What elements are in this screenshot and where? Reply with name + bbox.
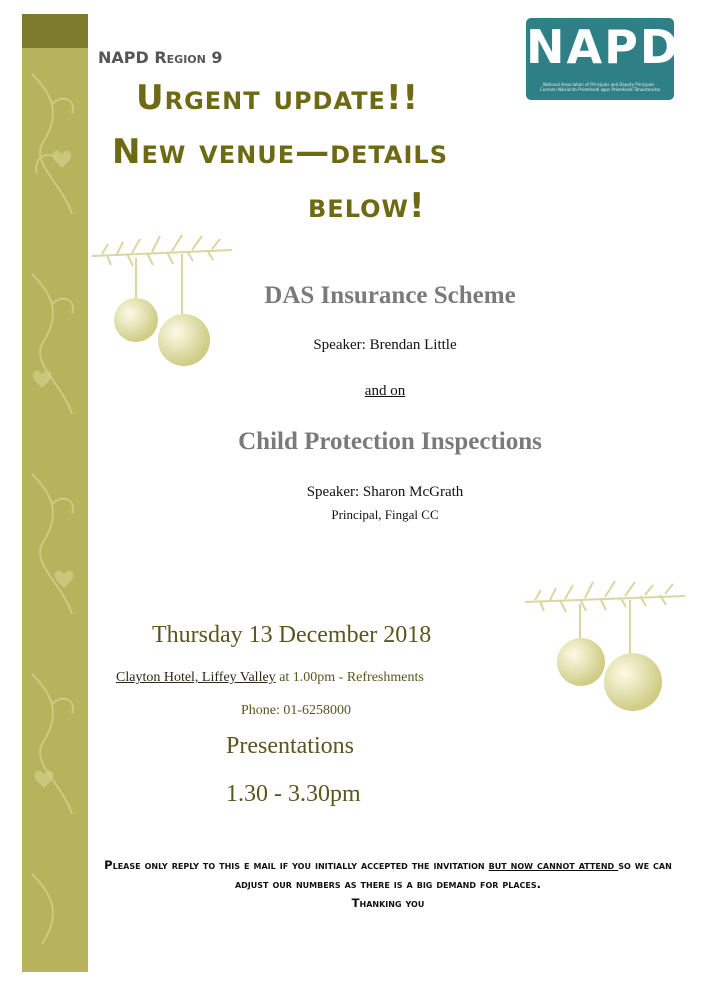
venue-time: at 1.00pm - Refreshments (275, 670, 424, 685)
logo-text: NAPD (526, 20, 680, 74)
topic-1-speaker: Speaker: Brendan Little (313, 337, 457, 353)
venue-line (116, 670, 424, 686)
notice-part-1: Please only reply to this e mail if you initially accepted the invitation (104, 858, 489, 872)
presentations-label: Presentations (226, 733, 354, 759)
floral-pattern-icon (22, 14, 88, 972)
christmas-bauble-icon-2 (525, 574, 685, 719)
topic-2-role: Principal, Fingal CC (331, 507, 439, 522)
event-date: Thursday 13 December 2018 (152, 622, 432, 648)
presentation-times: 1.30 - 3.30pm (226, 781, 361, 807)
notice-part-2: so we can adjust our numbers as there is a big demand for places. (234, 858, 672, 891)
topic-2-speaker: Speaker: Sharon McGrath (306, 484, 464, 500)
headline-line-2: New venue—details (112, 132, 449, 172)
notice-emphasis: but now cannot attend (488, 858, 619, 872)
topic-2-title: Child Protection Inspections (238, 428, 542, 455)
connector-text: and on (364, 383, 406, 399)
region-label: NAPD Region 9 (98, 48, 223, 67)
notice-closing: Thanking you (351, 896, 425, 910)
headline-line-3: below! (308, 186, 426, 226)
reply-notice (98, 856, 678, 913)
venue-name: Clayton Hotel, Liffey Valley (116, 670, 276, 685)
logo-subtitle: National Association of Principals and Deputy Principals · Cumann Náisiúnta Príomhoidí agus Príomhoidí Tánaisteacha (539, 82, 660, 92)
topic-1-title: DAS Insurance Scheme (264, 282, 516, 309)
side-decorative-band (22, 14, 88, 972)
headline-line-1: Urgent update!! (136, 78, 419, 118)
phone-number: Phone: 01-6258000 (241, 703, 352, 718)
napd-logo (526, 18, 680, 100)
